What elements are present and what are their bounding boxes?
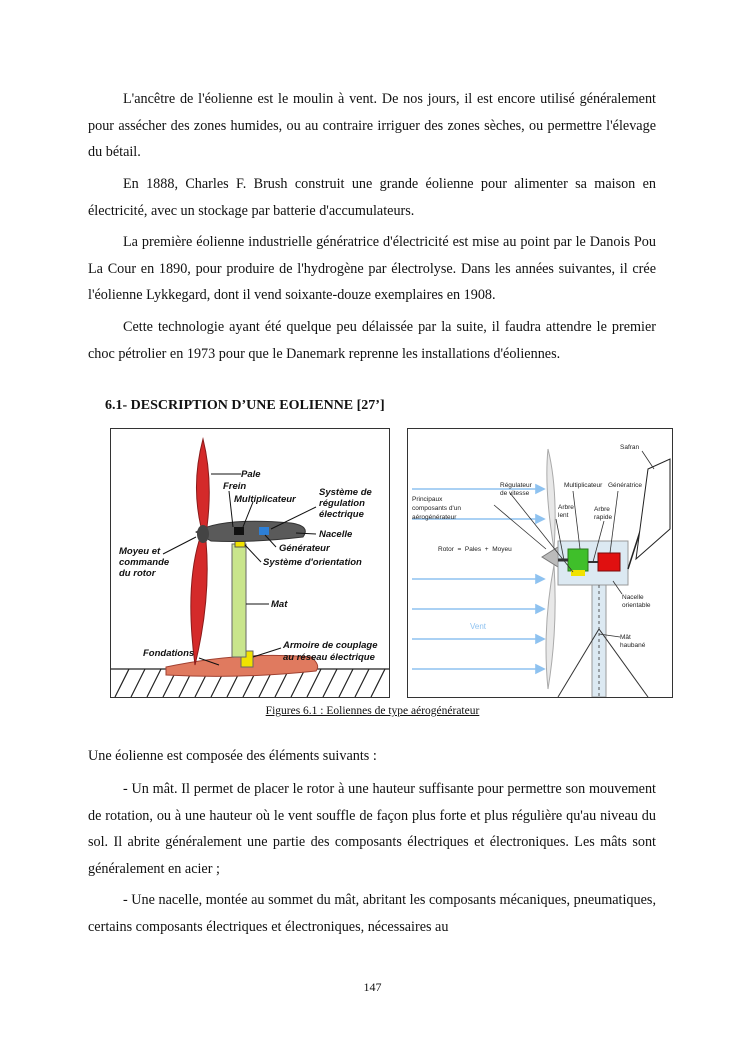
label-principaux-line1: Principaux	[412, 496, 443, 503]
label-armoire-line2: au réseau électrique	[283, 652, 375, 663]
label-regulateur-line1: Régulateur	[500, 482, 532, 489]
paragraph-la-cour: La première éolienne industrielle génératrice d'électricité est mise au point par le Danois Pou La Cour en 1890, pour produire de l'hydrogène par électrolyse. Dans les années suivantes, il crée l'éolienne Lykkegard, dont il vend soixante-douze exemplaires en 1908.	[88, 234, 656, 303]
label-nacelle: Nacelle	[319, 529, 353, 540]
label-multiplicateur: Multiplicateur	[234, 494, 296, 505]
label-fondations: Fondations	[143, 648, 195, 659]
label-generatrice: Génératrice	[608, 482, 642, 489]
label-mat-line1: Mât	[620, 634, 631, 641]
nacelle-shape	[196, 521, 305, 541]
page-number: 147	[363, 980, 382, 994]
label-arbre-lent-line1: Arbre	[558, 504, 574, 511]
aerogenerator-diagram	[408, 429, 672, 697]
figure-right-aerogenerator	[407, 428, 673, 698]
label-pale: Pale	[241, 469, 261, 480]
blade-bottom-shape	[546, 565, 555, 689]
paragraph-brush: En 1888, Charles F. Brush construit une grande éolienne pour alimenter sa maison en électricité, avec un stockage par batterie d'accumulateurs.	[88, 176, 656, 219]
hub-shape	[197, 525, 209, 543]
figure-caption: Figures 6.1 : Eoliennes de type aérogénérateur	[265, 705, 480, 717]
section-heading: 6.1- DESCRIPTION D’UNE EOLIENNE [27’]	[105, 398, 385, 413]
label-arbre-lent-line2: lent	[558, 512, 569, 519]
label-vent: Vent	[470, 622, 487, 631]
label-armoire-line1: Armoire de couplage	[283, 640, 378, 651]
regulator-shape	[571, 570, 585, 576]
label-principaux-line3: aérogénérateur	[412, 514, 457, 521]
label-orientation: Système d'orientation	[263, 557, 362, 568]
generator-shape	[598, 553, 620, 571]
label-arbre-rapide-line2: rapide	[594, 514, 613, 521]
generator-shape	[259, 527, 269, 535]
paragraph-intro: L'ancêtre de l'éolienne est le moulin à vent. De nos jours, il est encore utilisé généralement pour assécher des zones humides, ou au contraire irriguer des zones sèches, ou permettre l'élevage du bétail.	[88, 91, 656, 160]
label-moyeu-line1: Moyeu et	[119, 546, 161, 557]
label-regulation-line1: Système de	[319, 487, 372, 498]
label-frein: Frein	[223, 481, 247, 492]
label-regulateur-line2: de vitesse	[500, 490, 530, 497]
wind-turbine-diagram	[111, 429, 389, 697]
label-arbre-rapide-line1: Arbre	[594, 506, 610, 513]
mast-shape	[232, 544, 246, 657]
label-nacelle-line2: orientable	[622, 602, 651, 609]
blade-top-shape	[547, 449, 555, 549]
label-moyeu-line2: commande	[119, 557, 170, 568]
figure-left-wind-turbine	[110, 428, 390, 698]
label-safran: Safran	[620, 444, 640, 451]
label-mat-line2: haubané	[620, 642, 646, 649]
label-nacelle-line1: Nacelle	[622, 594, 644, 601]
tail-vane-shape	[636, 459, 670, 559]
multiplier-shape	[234, 527, 244, 535]
label-mat: Mat	[271, 599, 288, 610]
paragraph-mat: - Un mât. Il permet de placer le rotor à une hauteur suffisante pour permettre son mouvement de rotation, ou à une hauteur où le vent souffle de façon plus forte et plus régulière qu'au niveau du sol. Il abrite généralement une partie des composants électriques et électroniques. Les mâts sont généralement en acier ;	[88, 781, 656, 877]
label-generateur: Générateur	[279, 543, 330, 554]
label-principaux-line2: composants d'un	[412, 505, 461, 512]
paragraph-nacelle: - Une nacelle, montée au sommet du mât, abritant les composants mécaniques, pneumatiques, certains composants électriques et électroniques, nécessaires au	[88, 892, 656, 935]
paragraph-choc-petrolier: Cette technologie ayant été quelque peu délaissée par la suite, il faudra attendre le premier choc pétrolier en 1973 pour que le Danemark reprenne les installations d'éoliennes.	[88, 319, 656, 362]
multiplier-shape	[568, 549, 588, 571]
label-regulation-line2: régulation	[319, 498, 365, 509]
label-moyeu-line3: du rotor	[119, 568, 156, 579]
label-multiplicateur: Multiplicateur	[564, 482, 603, 489]
label-rotor-equation: Rotor = Pales + Moyeu	[438, 546, 512, 553]
paragraph-composition: Une éolienne est composée des éléments suivants :	[88, 748, 377, 764]
blade-bottom-shape	[191, 541, 207, 665]
label-regulation-line3: électrique	[319, 509, 364, 520]
blade-top-shape	[196, 439, 209, 527]
